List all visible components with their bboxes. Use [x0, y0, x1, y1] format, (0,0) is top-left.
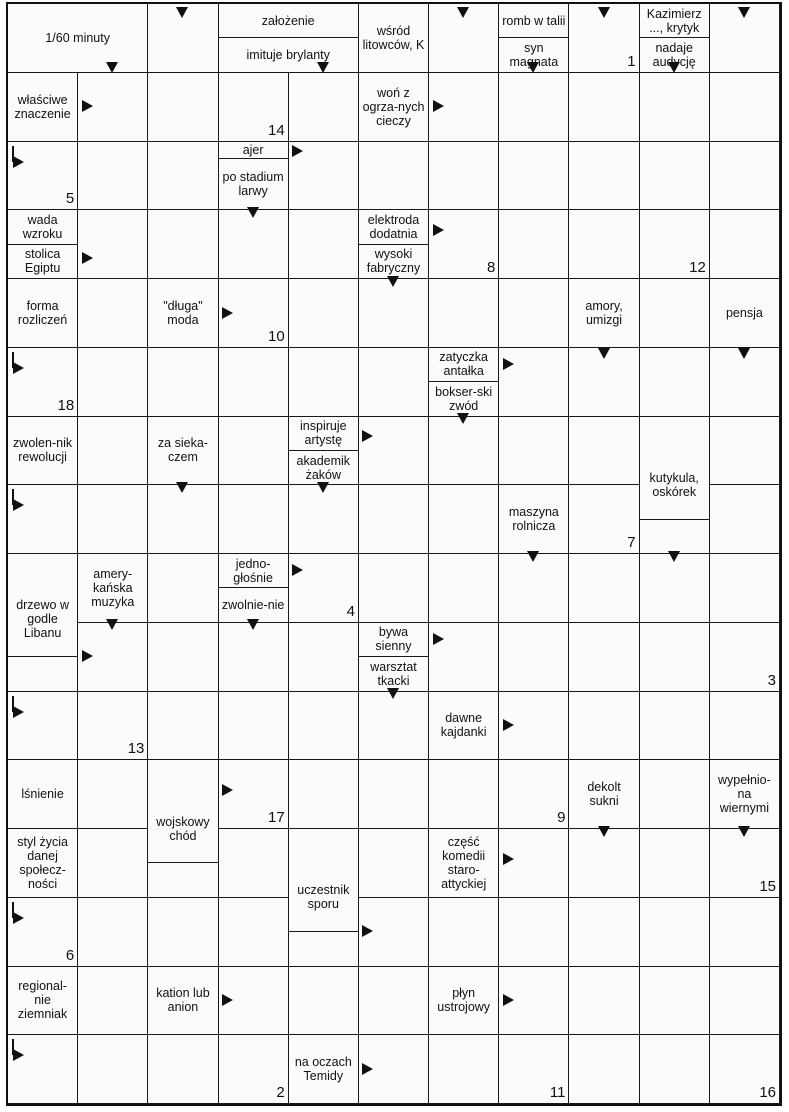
solution-number: 4 [346, 602, 355, 620]
arrow-right-icon [82, 252, 93, 264]
answer-cell[interactable] [289, 967, 359, 1036]
arrow-bend-right-icon [12, 146, 25, 170]
answer-cell[interactable] [78, 760, 148, 829]
answer-cell[interactable] [429, 142, 499, 211]
clue-c07: Kazimierz ..., krytyk [640, 4, 710, 38]
arrow-down-icon [317, 482, 329, 493]
solution-number: 9 [557, 809, 566, 826]
answer-cell[interactable] [359, 829, 429, 898]
answer-cell[interactable] [640, 142, 710, 211]
solution-number: 2 [276, 1084, 285, 1101]
crossword-board [6, 2, 782, 1106]
answer-cell[interactable] [219, 829, 289, 898]
arrow-down-icon [527, 62, 539, 73]
clue-c23: zwolen-nik rewolucji [8, 417, 78, 486]
answer-cell[interactable] [569, 829, 639, 898]
answer-cell[interactable] [78, 279, 148, 348]
answer-cell[interactable] [429, 485, 499, 554]
solution-number: 16 [759, 1084, 776, 1101]
answer-cell[interactable] [429, 417, 499, 486]
arrow-right-icon [82, 650, 93, 662]
answer-cell[interactable] [359, 692, 429, 761]
answer-cell[interactable] [78, 829, 148, 898]
answer-cell[interactable] [219, 417, 289, 486]
arrow-right-icon [82, 100, 93, 112]
clue-c08: nadaje audycję [640, 38, 710, 72]
clue-c40: styl życia danej społecz-ności [8, 829, 78, 898]
answer-cell[interactable] [148, 142, 218, 211]
answer-cell[interactable] [640, 829, 710, 898]
answer-cell[interactable] [78, 142, 148, 211]
answer-cell[interactable] [289, 73, 359, 142]
clue-c31: jedno-głośnie [219, 554, 289, 588]
answer-cell[interactable] [640, 623, 710, 692]
answer-cell[interactable] [78, 485, 148, 554]
clue-c46: na oczach Temidy [289, 1035, 359, 1104]
answer-cell[interactable] [78, 1035, 148, 1104]
answer-cell[interactable] [710, 417, 780, 486]
arrow-down-icon [738, 826, 750, 837]
answer-cell[interactable] [710, 210, 780, 279]
answer-cell[interactable] [148, 73, 218, 142]
arrow-down-icon [668, 551, 680, 562]
answer-cell[interactable] [359, 967, 429, 1036]
arrow-right-icon [222, 307, 233, 319]
clue-c28: kutykula, oskórek [640, 451, 710, 520]
clue-c17: forma rozliczeń [8, 279, 78, 348]
arrow-bend-right-icon [12, 902, 25, 926]
clue-c09: właściwe znaczenie [8, 73, 78, 142]
clue-c04: wśród litowców, K [359, 4, 429, 73]
answer-cell[interactable] [640, 760, 710, 829]
answer-cell[interactable] [359, 142, 429, 211]
answer-cell[interactable] [499, 279, 569, 348]
answer-cell[interactable] [78, 898, 148, 967]
solution-number: 12 [689, 259, 706, 276]
arrow-down-icon [106, 619, 118, 630]
arrow-down-icon [317, 62, 329, 73]
answer-cell[interactable] [640, 348, 710, 417]
answer-cell[interactable] [359, 485, 429, 554]
arrow-down-icon [457, 413, 469, 424]
solution-number: 15 [759, 877, 776, 895]
answer-cell[interactable] [359, 348, 429, 417]
clue-c02: założenie [219, 4, 359, 38]
clue-c20: pensja [710, 279, 780, 348]
answer-cell[interactable] [148, 623, 218, 692]
answer-cell[interactable] [78, 417, 148, 486]
answer-cell[interactable] [499, 417, 569, 486]
clue-c44: kation lub anion [148, 967, 218, 1036]
solution-number: 1 [627, 52, 636, 70]
arrow-right-icon [362, 925, 373, 937]
solution-number: 14 [268, 121, 285, 139]
answer-cell[interactable] [219, 898, 289, 967]
solution-number: 8 [486, 259, 496, 276]
answer-cell[interactable] [148, 485, 218, 554]
answer-cell[interactable] [710, 967, 780, 1036]
arrow-right-icon [362, 1063, 373, 1075]
answer-cell[interactable] [569, 1035, 639, 1104]
answer-cell[interactable] [569, 554, 639, 623]
answer-cell[interactable] [640, 73, 710, 142]
solution-number: 7 [627, 534, 636, 551]
arrow-down-icon [738, 7, 750, 18]
answer-cell[interactable] [289, 210, 359, 279]
answer-cell[interactable] [569, 210, 639, 279]
solution-number: 17 [268, 809, 285, 826]
clue-c32: zwolnie-nie [219, 588, 289, 622]
answer-cell[interactable] [148, 554, 218, 623]
answer-cell[interactable] [219, 692, 289, 761]
clue-c16: wysoki fabryczny [359, 245, 429, 279]
arrow-down-icon [598, 7, 610, 18]
arrow-right-icon [292, 145, 303, 157]
arrow-down-icon [457, 7, 469, 18]
clue-c29: drzewo w godle Libanu [8, 582, 78, 658]
clue-c14: stolica Egiptu [8, 245, 78, 279]
clue-c34: warsztat tkacki [359, 657, 429, 691]
clue-c30: amery-kańska muzyka [78, 554, 148, 623]
clue-c18: "długa" moda [148, 279, 218, 348]
answer-cell[interactable] [359, 417, 429, 486]
clue-c43: regional-nie ziemniak [8, 967, 78, 1036]
answer-cell[interactable] [640, 279, 710, 348]
solution-number: 11 [549, 1084, 566, 1101]
clue-c12: po stadium larwy [219, 159, 289, 211]
clue-c24: za sieka-czem [148, 417, 218, 486]
answer-cell[interactable] [640, 554, 710, 623]
answer-cell[interactable] [289, 485, 359, 554]
arrow-bend-right-icon [12, 696, 25, 720]
arrow-down-icon [598, 348, 610, 359]
solution-number: 18 [57, 396, 75, 414]
answer-cell[interactable] [710, 692, 780, 761]
clue-c13: wada wzroku [8, 210, 78, 244]
answer-cell[interactable] [289, 692, 359, 761]
arrow-right-icon [433, 224, 444, 236]
answer-cell[interactable] [78, 348, 148, 417]
answer-cell[interactable] [569, 623, 639, 692]
clue-c26: akademik żaków [289, 451, 359, 485]
answer-cell[interactable] [499, 554, 569, 623]
arrow-right-icon [503, 719, 514, 731]
answer-cell[interactable] [289, 623, 359, 692]
answer-cell[interactable] [289, 279, 359, 348]
answer-cell[interactable] [569, 898, 639, 967]
answer-cell[interactable] [289, 760, 359, 829]
arrow-right-icon [222, 994, 233, 1006]
answer-cell[interactable] [710, 554, 780, 623]
answer-cell[interactable] [640, 1035, 710, 1104]
answer-cell[interactable] [429, 279, 499, 348]
arrow-right-icon [503, 358, 514, 370]
answer-cell[interactable] [429, 1035, 499, 1104]
arrow-right-icon [433, 633, 444, 645]
answer-cell[interactable] [78, 210, 148, 279]
answer-cell[interactable] [148, 348, 218, 417]
solution-number: 3 [767, 671, 776, 689]
arrow-down-icon [598, 826, 610, 837]
clue-c01: 1/60 minuty [8, 4, 148, 73]
arrow-down-icon [176, 7, 188, 18]
answer-cell[interactable] [148, 692, 218, 761]
clue-c11: ajer [219, 142, 289, 159]
clue-c36: lśnienie [8, 760, 78, 829]
answer-cell[interactable] [219, 210, 289, 279]
arrow-right-icon [362, 430, 373, 442]
clue-c35: dawne kajdanki [429, 692, 499, 761]
answer-cell[interactable] [710, 142, 780, 211]
arrow-down-icon [247, 619, 259, 630]
answer-cell[interactable] [219, 485, 289, 554]
answer-cell[interactable] [499, 210, 569, 279]
answer-cell[interactable] [569, 417, 639, 486]
answer-cell[interactable] [359, 279, 429, 348]
arrow-down-icon [738, 348, 750, 359]
answer-cell[interactable] [429, 898, 499, 967]
solution-number: 13 [127, 740, 145, 758]
clue-c42: uczestnik sporu [289, 863, 359, 932]
clue-c39: wypełnio-na wiernymi [710, 760, 780, 829]
answer-cell[interactable] [499, 73, 569, 142]
clue-c05: romb w talii [499, 4, 569, 38]
arrow-bend-right-icon [12, 1039, 25, 1063]
arrow-down-icon [176, 482, 188, 493]
clue-c19: amory, umizgi [569, 279, 639, 348]
clue-c25: inspiruje artystę [289, 417, 359, 451]
clue-c22: bokser-ski zwód [429, 382, 499, 416]
answer-cell[interactable] [569, 692, 639, 761]
arrow-down-icon [247, 207, 259, 218]
arrow-right-icon [503, 853, 514, 865]
answer-cell[interactable] [148, 1035, 218, 1104]
answer-cell[interactable] [359, 554, 429, 623]
answer-cell[interactable] [499, 898, 569, 967]
answer-cell[interactable] [429, 554, 499, 623]
clue-c15: elektroda dodatnia [359, 210, 429, 244]
clue-c10: woń z ogrza-nych cieczy [359, 73, 429, 142]
clue-c37: wojskowy chód [148, 795, 218, 864]
arrow-bend-right-icon [12, 352, 25, 376]
answer-cell[interactable] [569, 142, 639, 211]
answer-cell[interactable] [569, 73, 639, 142]
answer-cell[interactable] [429, 760, 499, 829]
answer-cell[interactable] [640, 898, 710, 967]
solution-number: 10 [268, 327, 285, 345]
answer-cell[interactable] [499, 142, 569, 211]
answer-cell[interactable] [499, 623, 569, 692]
clue-c06: syn magnata [499, 38, 569, 72]
answer-cell[interactable] [78, 967, 148, 1036]
answer-cell[interactable] [359, 760, 429, 829]
arrow-right-icon [292, 564, 303, 576]
arrow-right-icon [433, 100, 444, 112]
answer-cell[interactable] [710, 898, 780, 967]
arrow-bend-right-icon [12, 489, 25, 513]
arrow-down-icon [387, 276, 399, 287]
clue-c33: bywa sienny [359, 623, 429, 657]
clue-c27: maszyna rolnicza [499, 485, 569, 554]
arrow-down-icon [387, 688, 399, 699]
solution-number: 6 [65, 946, 75, 964]
clue-c41: część komedii staro-attyckiej [429, 829, 499, 898]
arrow-right-icon [222, 784, 233, 796]
answer-cell[interactable] [640, 967, 710, 1036]
answer-cell[interactable] [710, 73, 780, 142]
answer-cell[interactable] [148, 898, 218, 967]
clue-c45: płyn ustrojowy [429, 967, 499, 1036]
answer-cell[interactable] [219, 348, 289, 417]
answer-cell[interactable] [569, 967, 639, 1036]
arrow-right-icon [503, 994, 514, 1006]
clue-c38: dekolt sukni [569, 760, 639, 829]
answer-cell[interactable] [710, 485, 780, 554]
clue-c21: zatyczka antałka [429, 348, 499, 382]
arrow-down-icon [527, 551, 539, 562]
answer-cell[interactable] [148, 210, 218, 279]
clue-c03: imituje brylanty [219, 38, 359, 72]
answer-cell[interactable] [289, 348, 359, 417]
arrow-down-icon [668, 62, 680, 73]
answer-cell[interactable] [640, 692, 710, 761]
arrow-down-icon [106, 62, 118, 73]
solution-number: 5 [65, 190, 75, 208]
answer-cell[interactable] [219, 623, 289, 692]
